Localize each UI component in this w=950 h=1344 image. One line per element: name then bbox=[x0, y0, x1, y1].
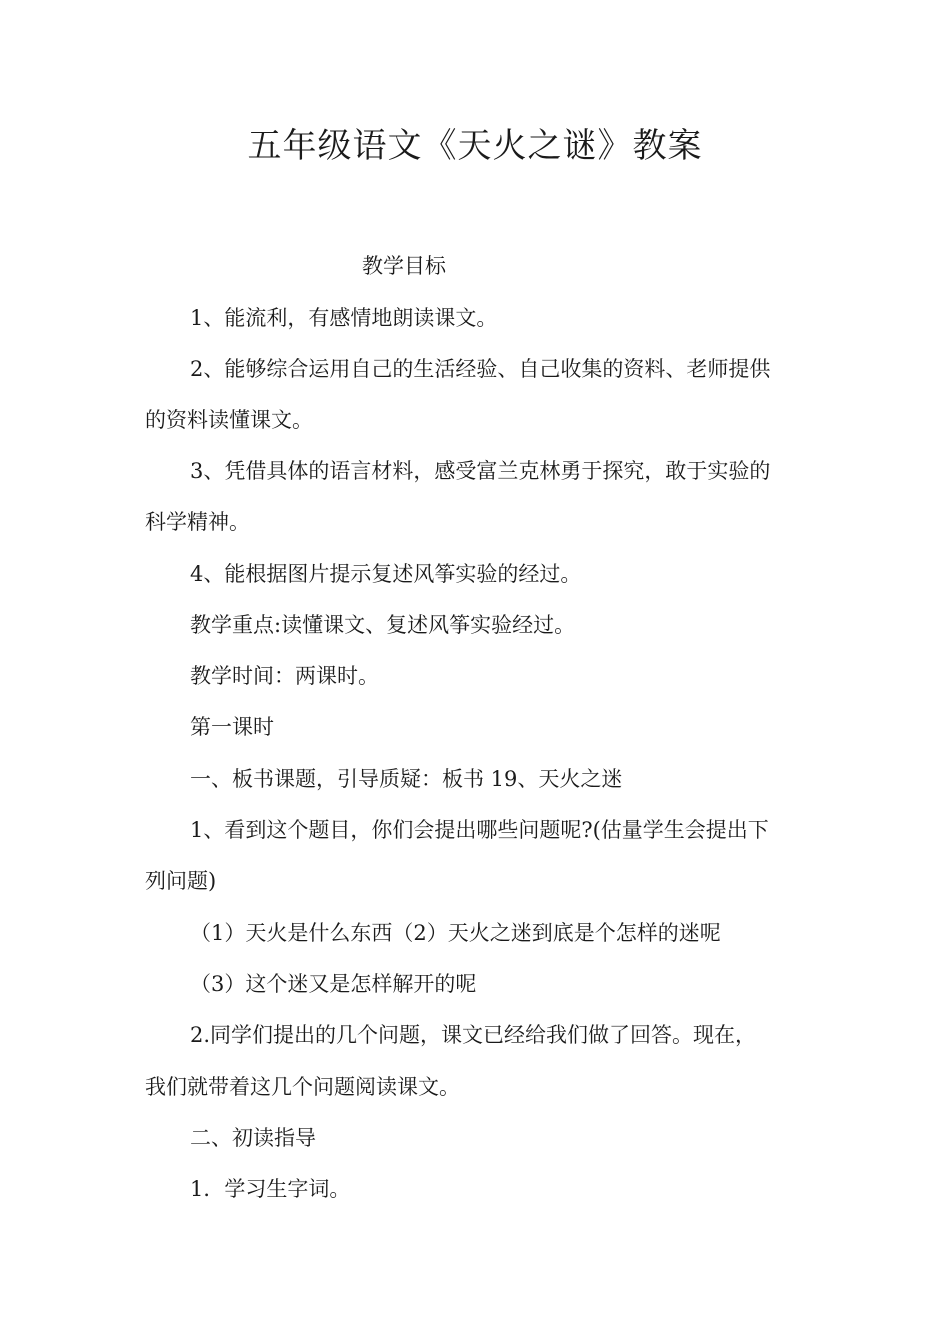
paragraph-line: 1．学习生字词。 bbox=[190, 1177, 351, 1201]
paragraph-line: 4、能根据图片提示复述风筝实验的经过。 bbox=[190, 562, 582, 586]
paragraph-line: 教学重点:读懂课文、复述风筝实验经过。 bbox=[190, 613, 576, 637]
section-heading-objectives: 教学目标 bbox=[362, 254, 446, 278]
paragraph-line: 列问题) bbox=[145, 869, 217, 893]
paragraph-line: 我们就带着这几个问题阅读课文。 bbox=[145, 1075, 460, 1099]
paragraph-line: 二、初读指导 bbox=[190, 1126, 316, 1150]
paragraph-line: 1、能流利，有感情地朗读课文。 bbox=[190, 306, 498, 330]
paragraph-line: 科学精神。 bbox=[145, 510, 250, 534]
paragraph-line: （1）天火是什么东西（2）天火之迷到底是个怎样的迷呢 bbox=[190, 921, 721, 945]
paragraph-line: 的资料读懂课文。 bbox=[145, 408, 313, 432]
paragraph-line: （3）这个迷又是怎样解开的呢 bbox=[190, 972, 477, 996]
paragraph-line: 3、凭借具体的语言材料，感受富兰克林勇于探究，敢于实验的 bbox=[190, 459, 771, 483]
document-title: 五年级语文《天火之谜》教案 bbox=[247, 126, 703, 166]
paragraph-line: 第一课时 bbox=[190, 715, 274, 739]
paragraph-line: 2.同学们提出的几个问题，课文已经给我们做了回答。现在， bbox=[190, 1023, 757, 1047]
paragraph-line: 教学时间：两课时。 bbox=[190, 664, 379, 688]
paragraph-line: 一、板书课题，引导质疑：板书 19、天火之迷 bbox=[190, 767, 623, 791]
paragraph-line: 1、看到这个题目，你们会提出哪些问题呢?(估量学生会提出下 bbox=[190, 818, 769, 842]
paragraph-line: 2、能够综合运用自己的生活经验、自己收集的资料、老师提供 bbox=[190, 357, 771, 381]
